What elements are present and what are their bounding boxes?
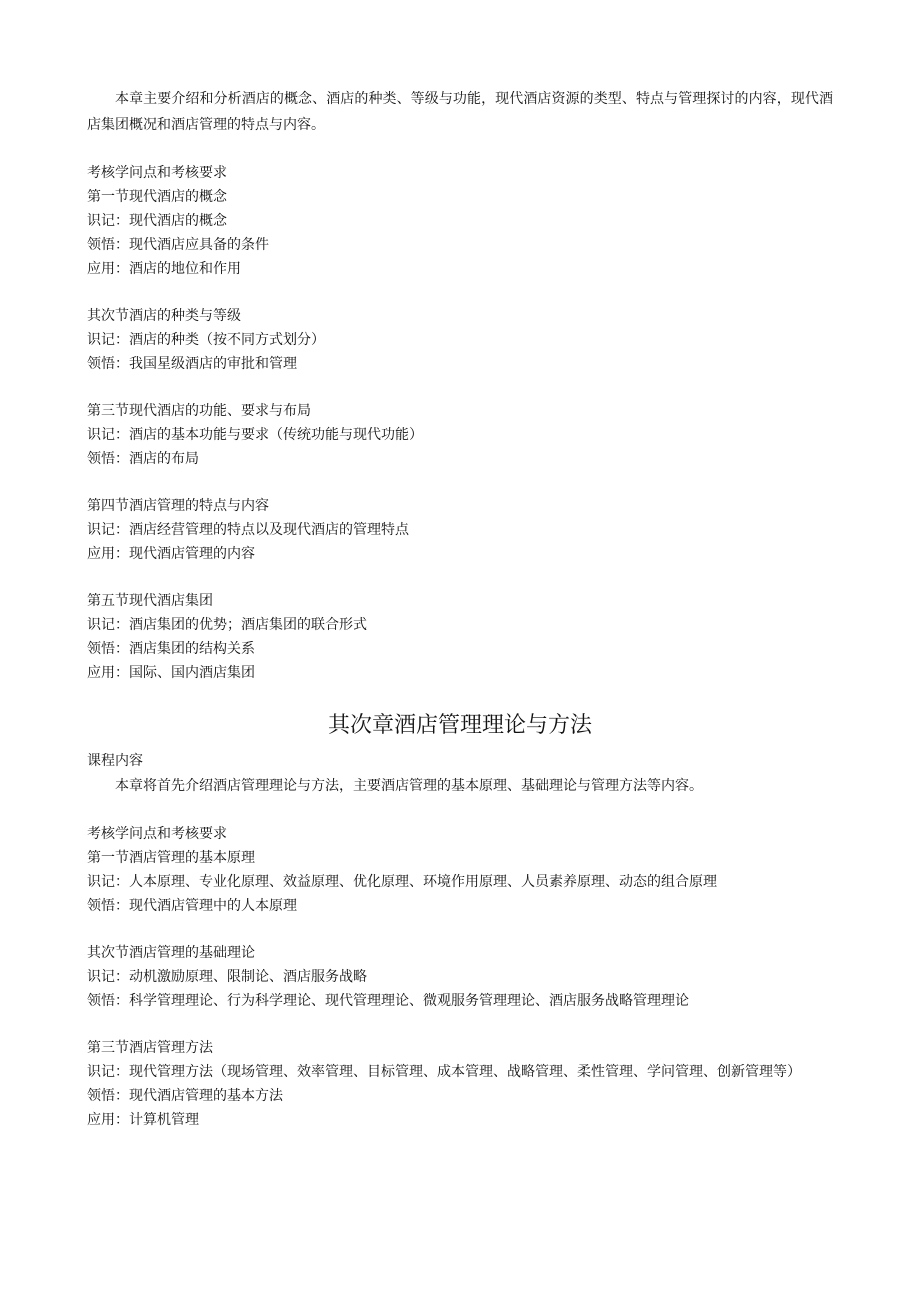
chapter1-intro: 本章主要介绍和分析酒店的概念、酒店的种类、等级与功能，现代酒店资源的类型、特点与管理探讨的内容，现代酒店集团概况和酒店管理的特点与内容。 <box>87 91 833 133</box>
section-item: 领悟：酒店的布局 <box>87 451 199 467</box>
section-item: 识记：酒店的种类（按不同方式划分） <box>87 332 325 348</box>
section-item: 识记：酒店经营管理的特点以及现代酒店的管理特点 <box>87 522 409 538</box>
course-content-label: 课程内容 <box>87 753 143 769</box>
section-item: 应用：酒店的地位和作用 <box>87 261 241 277</box>
section-item: 识记：现代管理方法（现场管理、效率管理、目标管理、成本管理、战略管理、柔性管理、学问管理、创新管理等） <box>87 1064 801 1080</box>
section-item: 应用：国际、国内酒店集团 <box>87 665 255 681</box>
section-item: 领悟：酒店集团的结构关系 <box>87 641 255 657</box>
section-item: 识记：动机激励原理、限制论、酒店服务战略 <box>87 969 367 985</box>
document-body <box>87 86 833 1132</box>
section-title: 第五节现代酒店集团 <box>87 593 213 609</box>
section-title: 其次节酒店的种类与等级 <box>87 308 241 324</box>
chapter1-section-2 <box>87 304 833 376</box>
chapter2-exam-title: 考核学问点和考核要求 <box>87 826 227 842</box>
chapter1-section-5 <box>87 589 833 685</box>
chapter1-exam-title: 考核学问点和考核要求 <box>87 165 227 181</box>
section-item: 识记：人本原理、专业化原理、效益原理、优化原理、环境作用原理、人员素养原理、动态的组合原理 <box>87 874 717 890</box>
chapter2-intro: 本章将首先介绍酒店管理理论与方法，主要酒店管理的基本原理、基础理论与管理方法等内容。 <box>115 778 703 794</box>
chapter2-section-3 <box>87 1036 833 1132</box>
section-title: 第一节现代酒店的概念 <box>87 189 227 205</box>
chapter1-section-4 <box>87 494 833 566</box>
section-item: 应用：计算机管理 <box>87 1112 199 1128</box>
chapter2-heading: 其次章酒店管理理论与方法 <box>327 713 592 738</box>
section-title: 第四节酒店管理的特点与内容 <box>87 498 269 514</box>
section-item: 应用：现代酒店管理的内容 <box>87 546 255 562</box>
section-item: 识记：酒店的基本功能与要求（传统功能与现代功能） <box>87 427 423 443</box>
section-title: 其次节酒店管理的基础理论 <box>87 945 255 961</box>
section-title: 第一节酒店管理的基本原理 <box>87 850 255 866</box>
section-item: 识记：现代酒店的概念 <box>87 213 227 229</box>
section-title: 第三节酒店管理方法 <box>87 1040 213 1056</box>
section-item: 识记：酒店集团的优势；酒店集团的联合形式 <box>87 617 367 633</box>
chapter2-section-2 <box>87 941 833 1013</box>
section-item: 领悟：现代酒店管理中的人本原理 <box>87 898 297 914</box>
section-item: 领悟：现代酒店应具备的条件 <box>87 237 269 253</box>
chapter1-section-1 <box>87 185 833 281</box>
section-item: 领悟：现代酒店管理的基本方法 <box>87 1088 283 1104</box>
section-item: 领悟：科学管理理论、行为科学理论、现代管理理论、微观服务管理理论、酒店服务战略管理理论 <box>87 993 689 1009</box>
chapter1-section-3 <box>87 399 833 471</box>
chapter2-section-1 <box>87 846 833 918</box>
section-title: 第三节现代酒店的功能、要求与布局 <box>87 403 311 419</box>
section-item: 领悟：我国星级酒店的审批和管理 <box>87 356 297 372</box>
